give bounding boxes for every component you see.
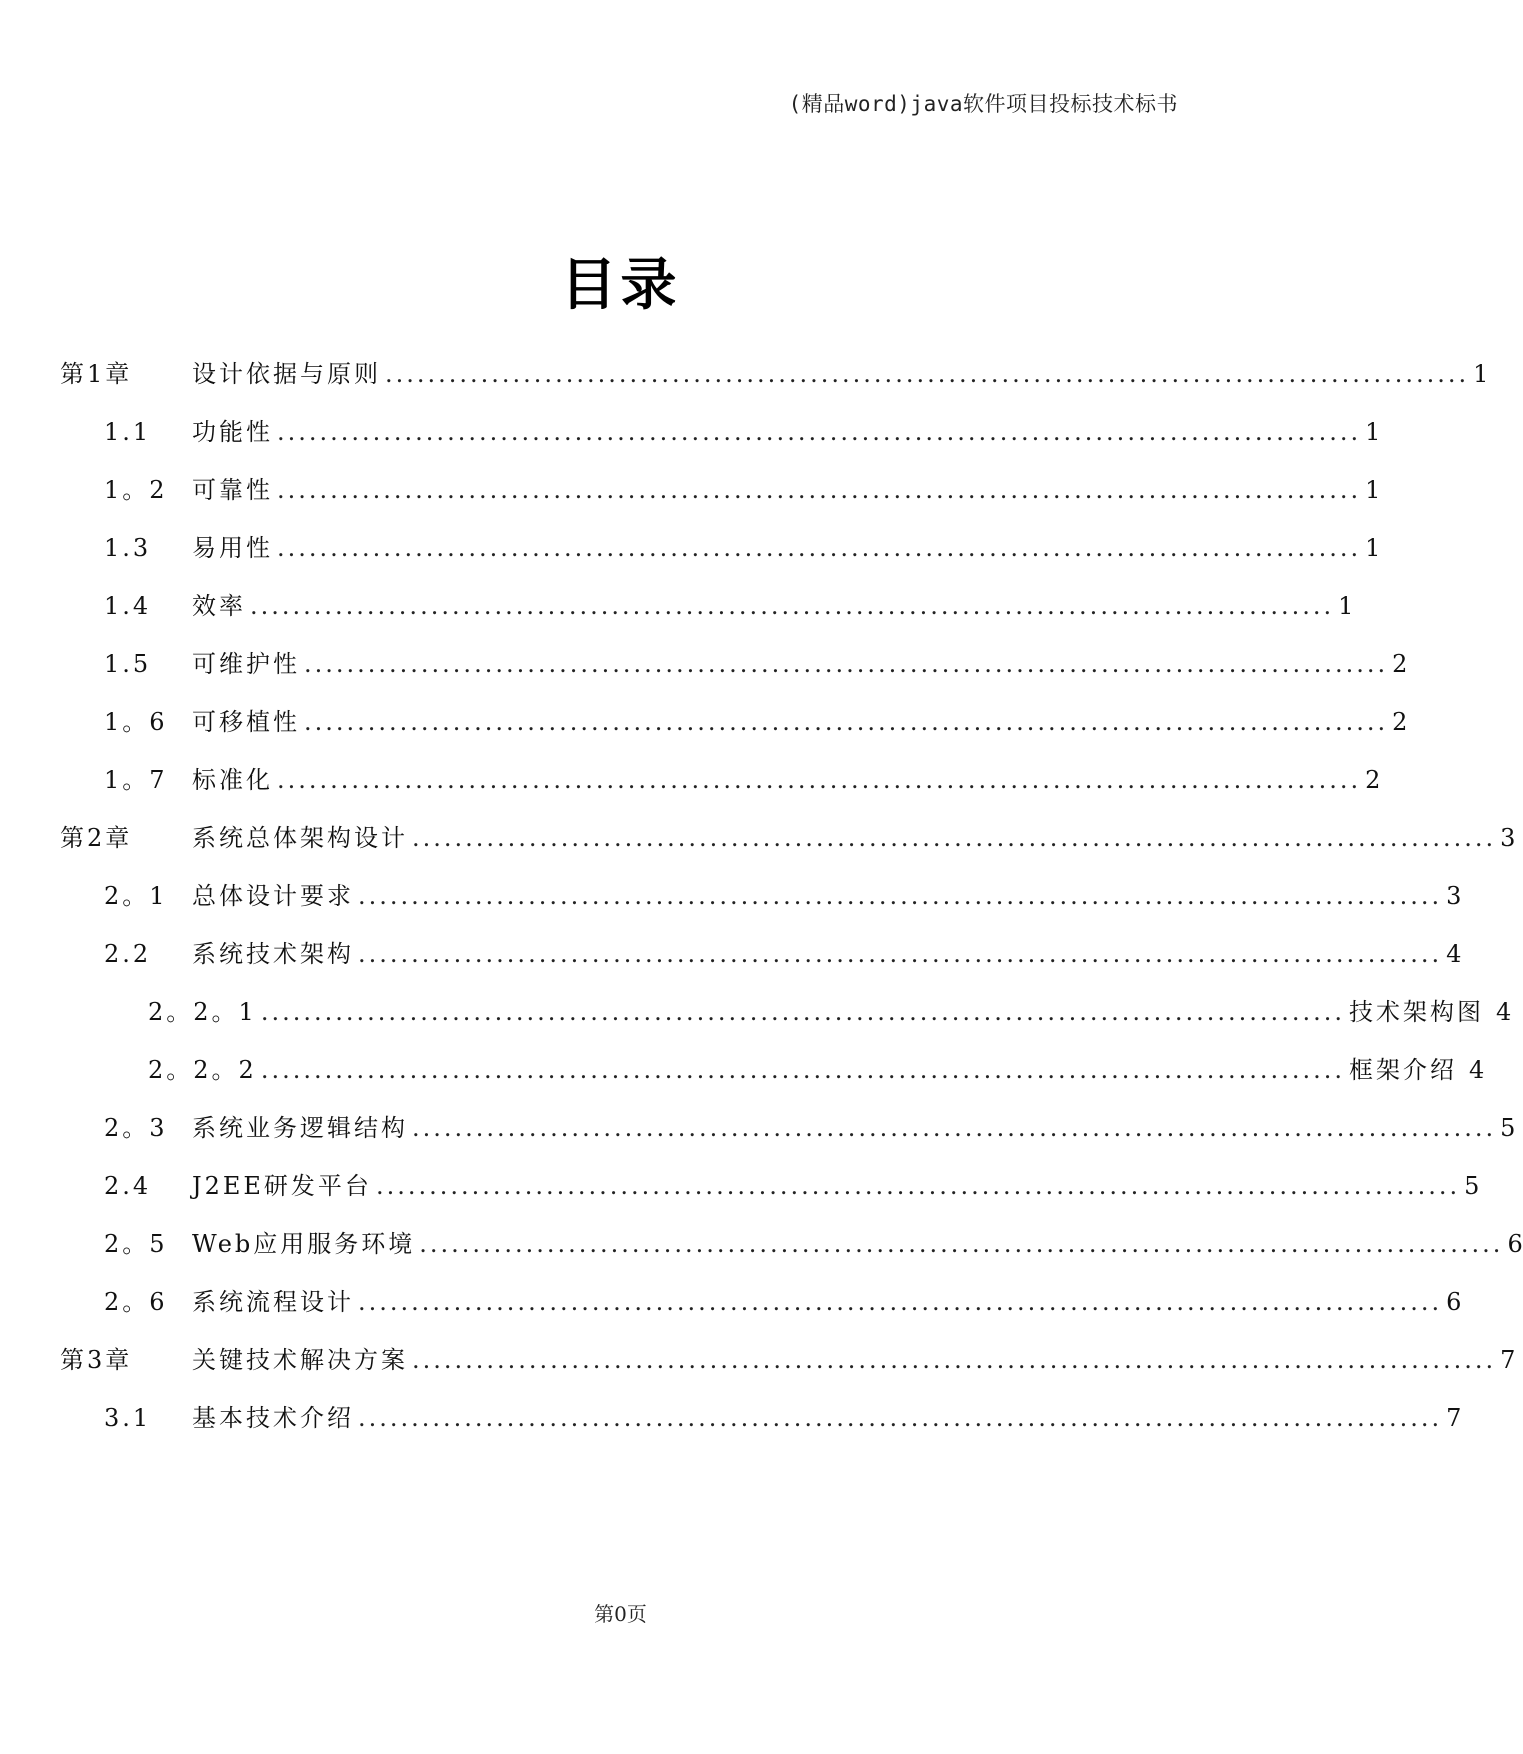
toc-number: 2。2。2: [148, 1056, 257, 1084]
toc-entry-1-5[interactable]: [104, 644, 1408, 684]
toc-leader-dots: ......................................................................................................: [304, 708, 1389, 736]
toc-page-number: 1: [1365, 418, 1381, 446]
toc-leader-dots: ......................................................................................................: [304, 650, 1389, 678]
toc-leader-dots: ......................................................................................................: [358, 1288, 1443, 1316]
toc-leader-dots: ......................................................................................................: [260, 998, 1345, 1026]
toc-number: 3.1: [104, 1404, 152, 1432]
toc-title: 功能性: [192, 418, 273, 446]
toc-number: 1。2: [104, 476, 168, 504]
toc-page-number: 3: [1446, 882, 1462, 910]
toc-title: 框架介绍: [1348, 1056, 1457, 1084]
toc-leader-dots: ......................................................................................................: [277, 534, 1362, 562]
toc-page-number: 1: [1338, 592, 1354, 620]
toc-leader-dots: ......................................................................................................: [277, 476, 1362, 504]
toc-number: 2。2。1: [148, 998, 257, 1026]
toc-page-number: 2: [1392, 650, 1408, 678]
toc-number: 2。6: [104, 1288, 168, 1316]
toc-number: 第3章: [60, 1346, 133, 1374]
toc-title: 系统业务逻辑结构: [192, 1114, 408, 1142]
toc-leader-dots: ......................................................................................................: [412, 824, 1497, 852]
toc-entry-2-5[interactable]: [104, 1224, 1523, 1264]
toc-number: 2.2: [104, 940, 152, 968]
toc-leader-dots: ......................................................................................................: [412, 1114, 1497, 1142]
toc-page-number: 3: [1500, 824, 1516, 852]
toc-leader-dots: ......................................................................................................: [277, 418, 1362, 446]
toc-title: 可维护性: [192, 650, 300, 678]
toc-title: 总体设计要求: [192, 882, 354, 910]
toc-leader-dots: ......................................................................................................: [375, 1172, 1461, 1200]
toc-leader-dots: ......................................................................................................: [260, 1056, 1345, 1084]
toc-page-number: 6: [1507, 1230, 1523, 1258]
toc-leader-dots: ......................................................................................................: [419, 1230, 1504, 1258]
toc-title: 可移植性: [192, 708, 300, 736]
toc-entry-chapter-3[interactable]: [60, 1340, 1516, 1380]
toc-number: 2。5: [104, 1230, 168, 1258]
toc-number: 1。7: [104, 766, 168, 794]
toc-entry-1-3[interactable]: [104, 528, 1381, 568]
toc-title: Web应用服务环境: [192, 1230, 416, 1258]
toc-entry-1-2[interactable]: [104, 470, 1381, 510]
toc-title: 系统总体架构设计: [192, 824, 408, 852]
toc-entry-1-4[interactable]: [104, 586, 1354, 626]
toc-entry-2-2-1[interactable]: [148, 992, 1512, 1032]
toc-leader-dots: ......................................................................................................: [358, 1404, 1443, 1432]
toc-number: 1。6: [104, 708, 168, 736]
running-header: (精品word)java软件项目投标技术标书: [788, 92, 1178, 116]
toc-title: 效率: [192, 592, 246, 620]
toc-title: 标准化: [192, 766, 273, 794]
toc-entry-2-3[interactable]: [104, 1108, 1516, 1148]
toc-number: 2。1: [104, 882, 168, 910]
toc-title: 可靠性: [192, 476, 273, 504]
toc-number: 2.4: [104, 1172, 152, 1200]
toc-title: J2EE研发平台: [192, 1172, 372, 1200]
toc-page-number: 6: [1446, 1288, 1462, 1316]
toc-page-number: 5: [1500, 1114, 1516, 1142]
toc-title: 设计依据与原则: [192, 360, 381, 388]
toc-number: 第1章: [60, 360, 133, 388]
toc-title: 系统流程设计: [192, 1288, 354, 1316]
toc-entry-3-1[interactable]: [104, 1398, 1462, 1438]
toc-page-number: 4: [1446, 940, 1462, 968]
toc-leader-dots: ......................................................................................................: [277, 766, 1362, 794]
toc-entry-2-1[interactable]: [104, 876, 1462, 916]
toc-title: 技术架构图: [1348, 998, 1484, 1026]
toc-page-number: 1: [1365, 534, 1381, 562]
toc-number: 1.4: [104, 592, 152, 620]
toc-page-number: 1: [1365, 476, 1381, 504]
toc-title: 基本技术介绍: [192, 1404, 354, 1432]
toc-leader-dots: ......................................................................................................: [385, 360, 1470, 388]
toc-entry-1-6[interactable]: [104, 702, 1408, 742]
page-footer: 第0页: [594, 1602, 647, 1626]
toc-entry-2-2-2[interactable]: [148, 1050, 1485, 1090]
toc-page-number: 5: [1464, 1172, 1480, 1200]
toc-page-number: 2: [1365, 766, 1381, 794]
toc-title: 系统技术架构: [192, 940, 354, 968]
page-title: 目录: [560, 252, 681, 318]
toc-leader-dots: ......................................................................................................: [412, 1346, 1497, 1374]
toc-number: 1.1: [104, 418, 152, 446]
toc-entry-2-2[interactable]: [104, 934, 1462, 974]
toc-number: 第2章: [60, 824, 133, 852]
toc-number: 1.3: [104, 534, 152, 562]
toc-page-number: 4: [1468, 1056, 1485, 1084]
toc-title: 关键技术解决方案: [192, 1346, 408, 1374]
toc-number: 1.5: [104, 650, 152, 678]
toc-leader-dots: ......................................................................................................: [358, 882, 1443, 910]
toc-entry-1-1[interactable]: [104, 412, 1381, 452]
toc-entry-2-6[interactable]: [104, 1282, 1462, 1322]
toc-page-number: 1: [1473, 360, 1489, 388]
toc-entry-1-7[interactable]: [104, 760, 1381, 800]
toc-page-number: 7: [1500, 1346, 1516, 1374]
toc-entry-chapter-1[interactable]: [60, 354, 1489, 394]
toc-page-number: 2: [1392, 708, 1408, 736]
toc-entry-2-4[interactable]: [104, 1166, 1480, 1206]
toc-title: 易用性: [192, 534, 273, 562]
toc-number: 2。3: [104, 1114, 168, 1142]
toc-page-number: 4: [1495, 998, 1512, 1026]
toc-leader-dots: ......................................................................................................: [358, 940, 1443, 968]
toc-entry-chapter-2[interactable]: [60, 818, 1516, 858]
toc-leader-dots: ......................................................................................................: [250, 592, 1335, 620]
toc-page-number: 7: [1446, 1404, 1462, 1432]
